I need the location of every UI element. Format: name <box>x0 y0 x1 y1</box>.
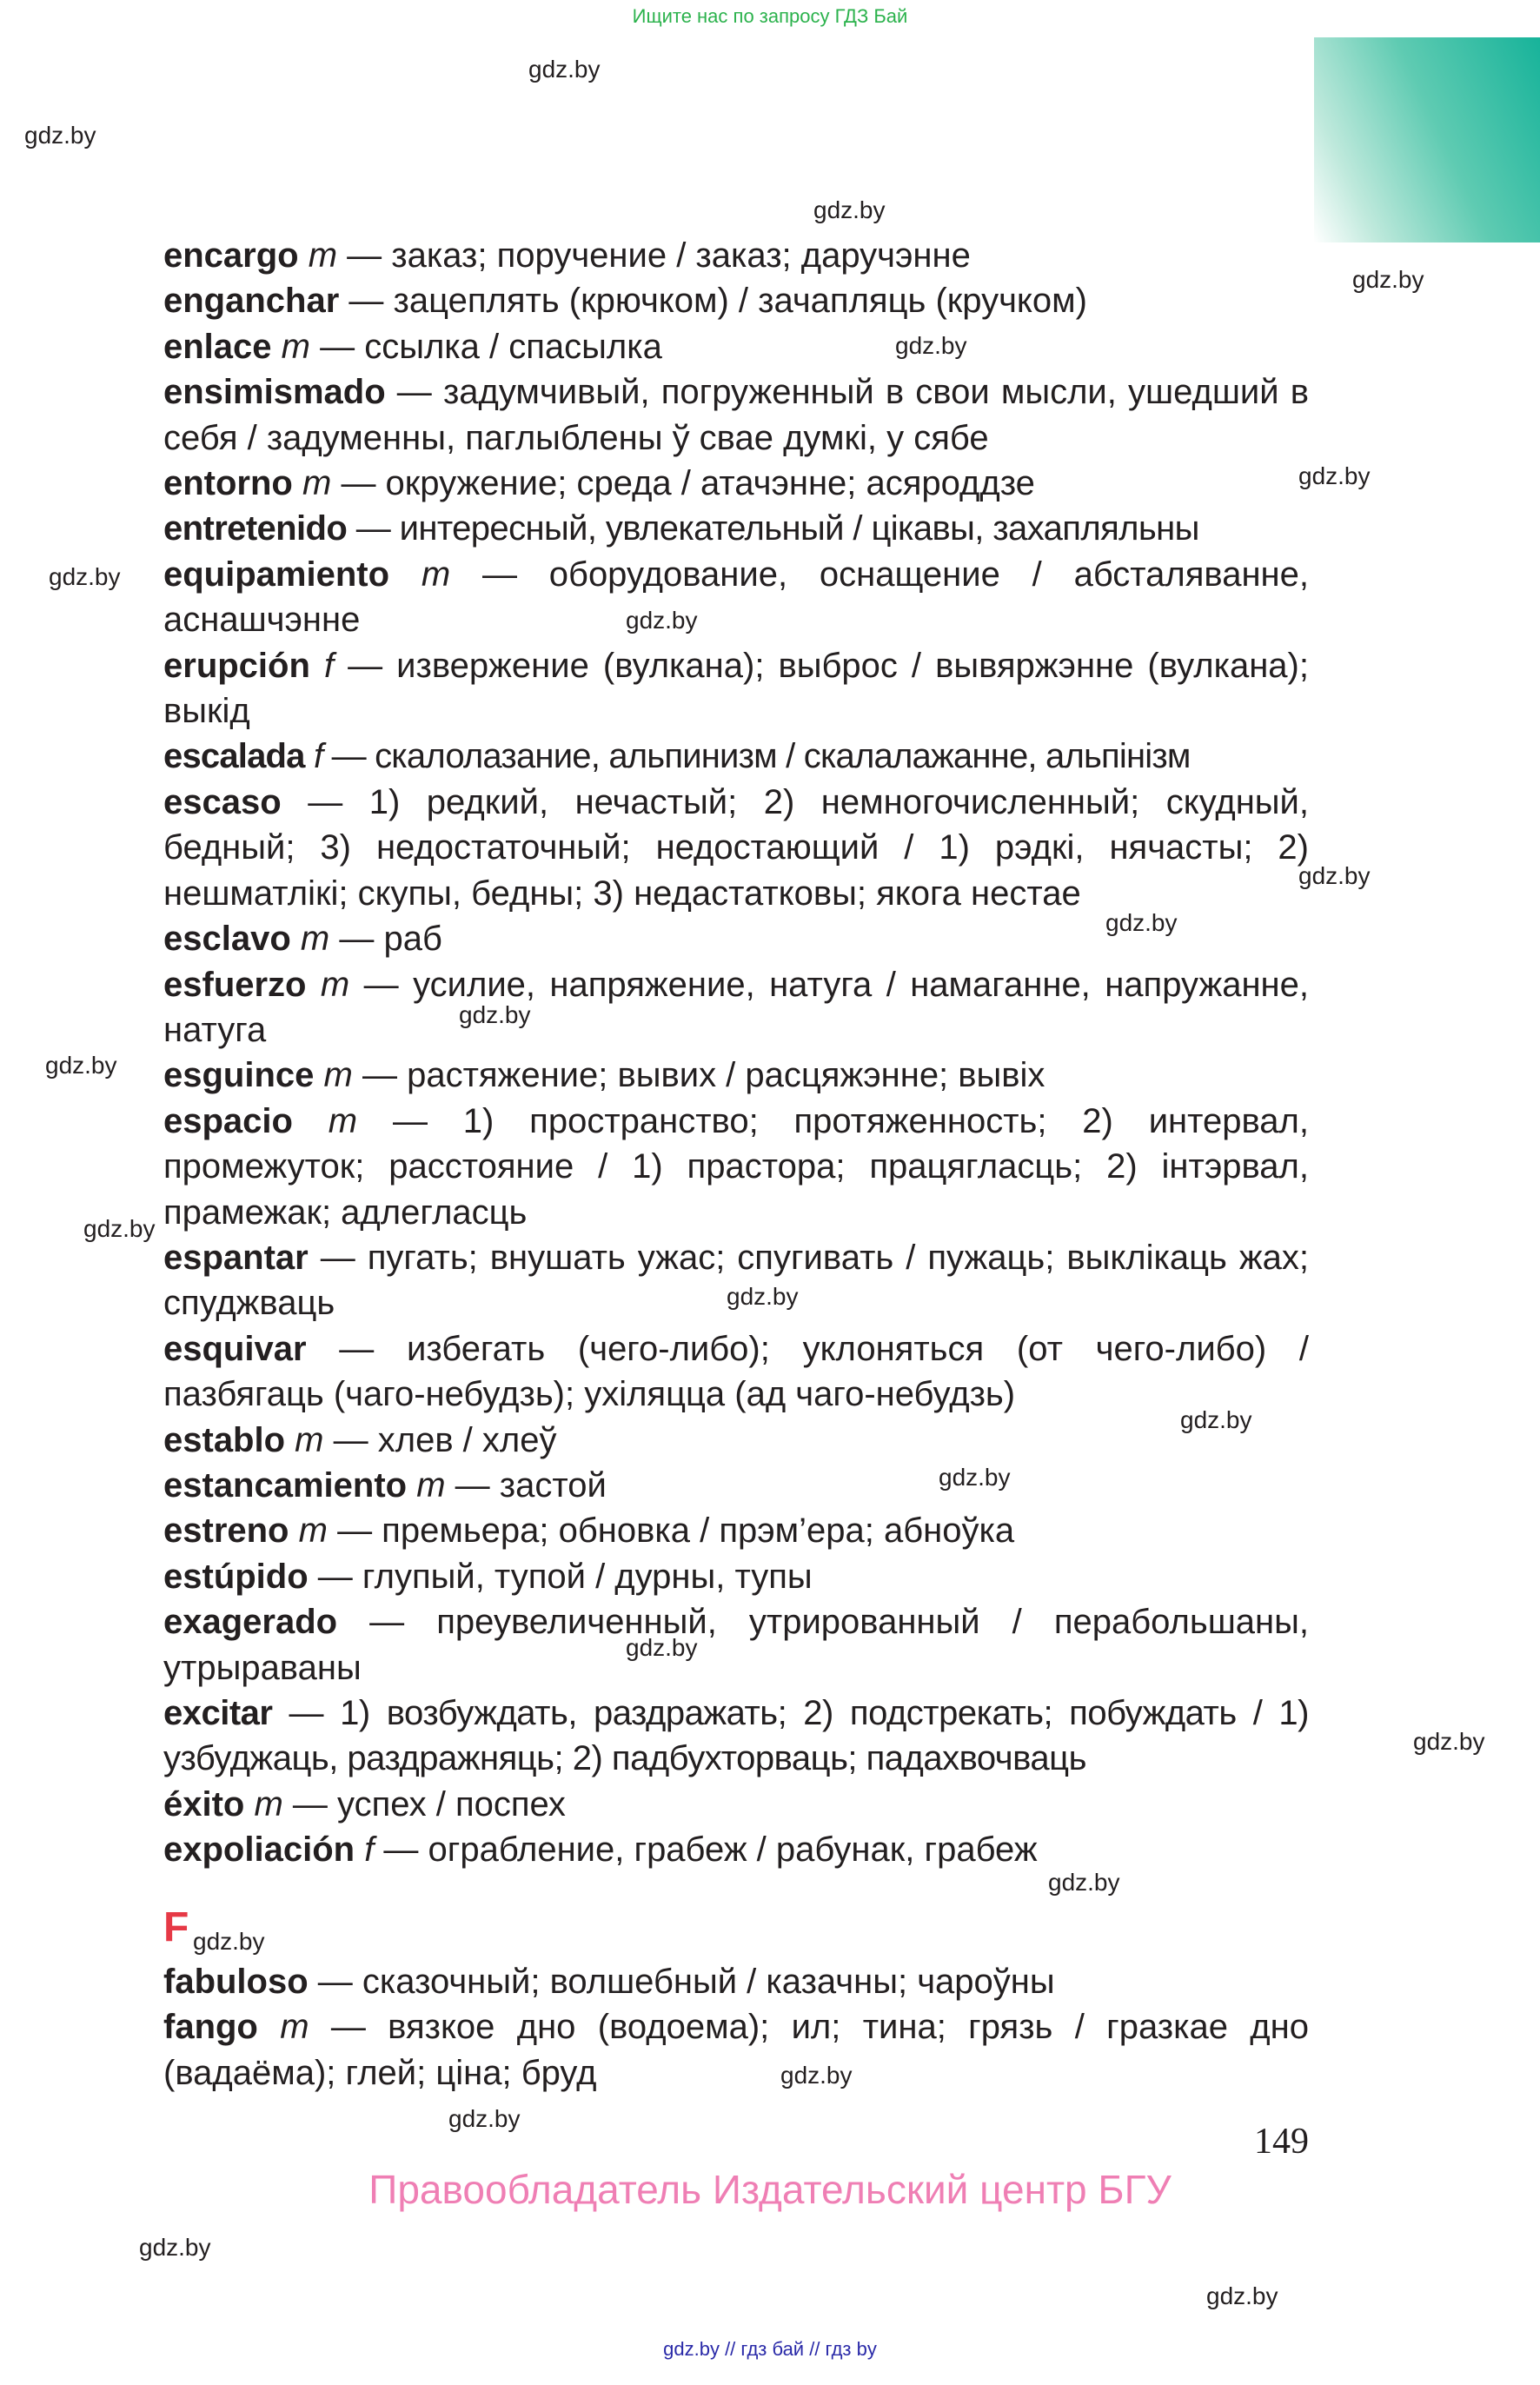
headword: escalada <box>163 737 305 776</box>
gender-marker: f <box>313 737 323 776</box>
dictionary-entry <box>163 1463 1309 1508</box>
dictionary-entry <box>163 324 1309 369</box>
headword: esquivar <box>163 1329 307 1368</box>
watermark: gdz.by <box>1206 2282 1278 2309</box>
bottom-links[interactable]: gdz.by // гдз бай // гдз by <box>663 2338 877 2360</box>
definition: — хлев / хлеў <box>323 1420 557 1459</box>
definition: — заказ; поручение / заказ; даручэнне <box>337 236 971 275</box>
gender-marker: m <box>308 236 338 275</box>
definition: — окружение; среда / атачэнне; асяроддзе <box>331 464 1035 503</box>
dictionary-entry <box>163 369 1309 461</box>
definition: — вязкое дно (водоема); ил; тина; грязь / гразкае дно (вадаёма); глей; ціна; бруд <box>163 2008 1309 2092</box>
watermark: gdz.by <box>895 332 967 359</box>
dictionary-entry <box>163 1418 1309 1463</box>
gender-marker: f <box>323 646 335 685</box>
headword: establo <box>163 1420 286 1459</box>
watermark: gdz.by <box>1105 909 1178 936</box>
watermark: gdz.by <box>1352 266 1424 293</box>
headword: estreno <box>163 1511 289 1551</box>
watermark: gdz.by <box>528 56 601 83</box>
dictionary-entry <box>163 1959 1309 2004</box>
headword: entorno <box>163 464 293 503</box>
definition: — растяжение; вывих / расцяжэнне; вывіх <box>352 1056 1045 1095</box>
headword: esfuerzo <box>163 965 307 1004</box>
dictionary-entry <box>163 916 1309 961</box>
definition: — успех / поспех <box>282 1784 566 1824</box>
gender-marker: m <box>300 920 330 959</box>
dictionary-entry <box>163 552 1309 643</box>
definition: — преувеличенный, утрированный / перабольшаны, утрыраваны <box>163 1603 1309 1687</box>
page-number: 149 <box>1254 2122 1309 2162</box>
headword: espacio <box>163 1101 293 1140</box>
dictionary-entry <box>163 1235 1309 1326</box>
dictionary-entry <box>163 1782 1309 1827</box>
definition: — премьера; обновка / прэм’ера; абноўка <box>327 1511 1015 1551</box>
definition: — избегать (чего-либо); уклоняться (от чего-либо) / пазбягаць (чаго-небудзь); ухіляцца (ад чаго-небудзь) <box>163 1329 1309 1414</box>
gender-marker: m <box>416 1465 446 1505</box>
watermark: gdz.by <box>1413 1728 1485 1755</box>
headword: expoliación <box>163 1830 355 1870</box>
dictionary-entry <box>163 1827 1309 1872</box>
gender-marker: m <box>302 464 332 503</box>
dictionary-entry <box>163 962 1309 1053</box>
watermark: gdz.by <box>626 1634 698 1661</box>
gender-marker: m <box>295 1420 324 1459</box>
definition: — застой <box>445 1465 607 1505</box>
dictionary-entries-e <box>163 233 1309 1873</box>
definition: — 1) редкий, нечастый; 2) немногочисленный; скудный, бедный; 3) недостаточный; недостающий / 1) рэдкі, нячасты; 2) нешматлікі; скупы, бедны; 3) недастатковы; якога нестае <box>163 782 1309 913</box>
headword: esclavo <box>163 920 291 959</box>
dictionary-entry <box>163 233 1309 278</box>
dictionary-entry <box>163 1599 1309 1691</box>
gender-marker: m <box>323 1056 353 1095</box>
definition: — раб <box>329 920 442 959</box>
definition: — интересный, увлекательный / цікавы, захапляльны <box>347 509 1199 548</box>
gender-marker: m <box>298 1511 328 1551</box>
watermark: gdz.by <box>24 122 96 149</box>
watermark: gdz.by <box>459 1001 531 1028</box>
headword: éxito <box>163 1784 245 1824</box>
dictionary-entry <box>163 643 1309 734</box>
headword: erupción <box>163 646 310 685</box>
headword: enlace <box>163 327 272 366</box>
dictionary-entry <box>163 2004 1309 2096</box>
headword: entretenido <box>163 509 348 548</box>
watermark: gdz.by <box>83 1215 156 1242</box>
headword: estancamiento <box>163 1465 408 1505</box>
headword: enganchar <box>163 282 340 321</box>
definition: — задумчивый, погруженный в свои мысли, ушедший в себя / задуменны, паглыблены ў свае думкі, у сябе <box>163 373 1309 457</box>
headword: estúpido <box>163 1557 309 1596</box>
top-banner[interactable]: Ищите нас по запросу ГДЗ Бай <box>632 5 908 27</box>
definition: — 1) пространство; протяженность; 2) интервал, промежуток; расстояние / 1) прастора; працягласць; 2) інтэрвал, прамежак; адлегласць <box>163 1101 1309 1232</box>
definition: — глупый, тупой / дурны, тупы <box>308 1557 813 1596</box>
definition: — оборудование, оснащение / абсталяванне, аснашчэнне <box>163 555 1309 640</box>
definition: — 1) возбуждать, раздражать; 2) подстрекать; побуждать / 1) узбуджаць, раздражняць; 2) падбухторваць; падахвочваць <box>163 1694 1309 1778</box>
watermark: gdz.by <box>727 1283 799 1310</box>
definition: — сказочный; волшебный / казачны; чароўны <box>308 1963 1055 2001</box>
gender-marker: m <box>280 2008 309 2047</box>
watermark: gdz.by <box>193 1928 265 1955</box>
watermark: gdz.by <box>1048 1869 1120 1896</box>
gender-marker: m <box>254 1784 283 1824</box>
headword: escaso <box>163 782 282 821</box>
definition: — ссылка / спасылка <box>309 327 662 366</box>
watermark: gdz.by <box>448 2105 521 2132</box>
definition: — скалолазание, альпинизм / скалалажанне, альпінізм <box>322 737 1191 776</box>
dictionary-entry <box>163 1508 1309 1553</box>
dictionary-entry <box>163 1053 1309 1098</box>
definition: — зацеплять (крючком) / зачапляць (кручком) <box>339 282 1087 321</box>
dictionary-entry <box>163 1554 1309 1599</box>
dictionary-entry <box>163 780 1309 916</box>
headword: exagerado <box>163 1603 338 1642</box>
dictionary-entry <box>163 461 1309 506</box>
watermark: gdz.by <box>813 196 886 223</box>
watermark: gdz.by <box>626 607 698 634</box>
gender-marker: m <box>281 327 310 366</box>
headword: equipamiento <box>163 555 390 594</box>
gender-marker: m <box>421 555 451 594</box>
dictionary-entry <box>163 1691 1309 1782</box>
dictionary-entry <box>163 278 1309 323</box>
gender-marker: m <box>320 965 350 1004</box>
headword: excitar <box>163 1694 273 1732</box>
corner-gradient-block <box>1314 37 1540 242</box>
watermark: gdz.by <box>1298 462 1371 489</box>
definition: — ограбление, грабеж / рабунак, грабеж <box>374 1830 1038 1870</box>
headword: fabuloso <box>163 1963 309 2001</box>
dictionary-entry <box>163 734 1309 779</box>
watermark: gdz.by <box>49 563 121 590</box>
headword: encargo <box>163 236 299 275</box>
gender-marker: m <box>328 1101 358 1140</box>
definition: — усилие, напряжение, натуга / намаганне, напружанне, натуга <box>163 965 1309 1049</box>
watermark: gdz.by <box>780 2062 853 2089</box>
section-letter: F <box>163 1904 189 1950</box>
watermark: gdz.by <box>939 1464 1011 1491</box>
watermark: gdz.by <box>139 2234 211 2261</box>
headword: espantar <box>163 1238 309 1277</box>
definition: — пугать; внушать ужас; спугивать / пужаць; выклікаць жах; спуджваць <box>163 1238 1309 1323</box>
watermark: gdz.by <box>45 1052 117 1079</box>
copyright-notice: Правообладатель Издательский центр БГУ <box>368 2167 1172 2212</box>
headword: fango <box>163 2008 258 2047</box>
gender-marker: f <box>364 1830 375 1870</box>
watermark: gdz.by <box>1298 862 1371 889</box>
dictionary-entry <box>163 1326 1309 1418</box>
definition: — извержение (вулкана); выброс / вывяржэнне (вулкана); выкід <box>163 646 1309 731</box>
dictionary-entry <box>163 1099 1309 1235</box>
dictionary-entry <box>163 506 1309 551</box>
dictionary-entries-f <box>163 1959 1309 2096</box>
headword: esguince <box>163 1056 315 1095</box>
watermark: gdz.by <box>1180 1406 1252 1433</box>
headword: ensimismado <box>163 373 386 412</box>
